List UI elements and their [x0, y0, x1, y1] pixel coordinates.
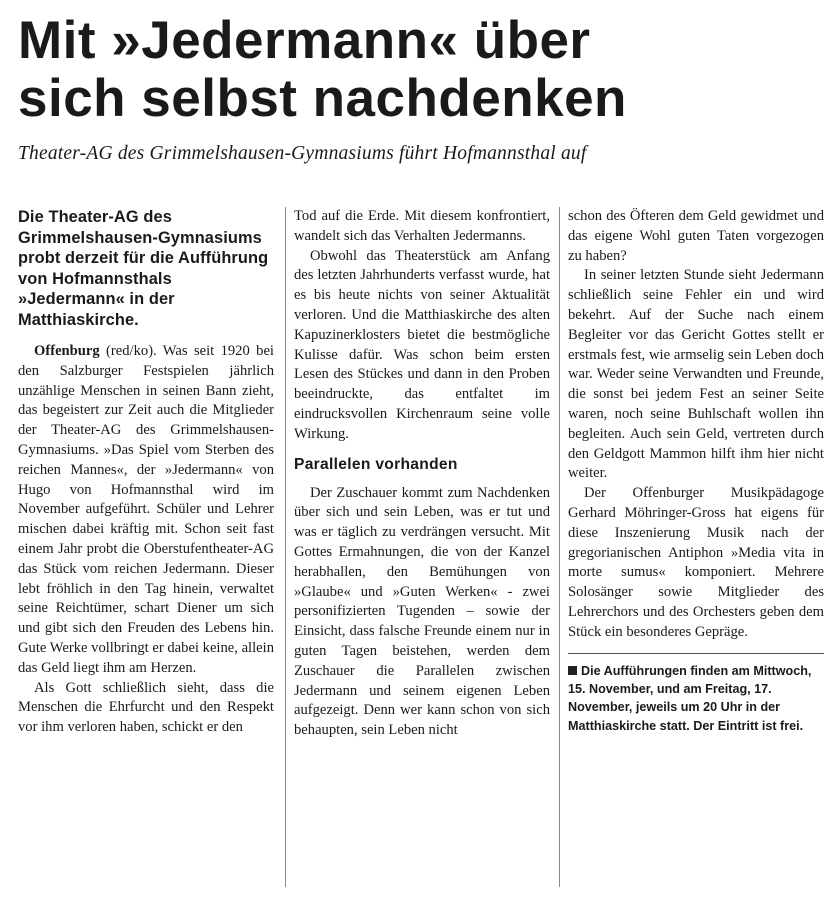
article-body — [18, 207, 823, 897]
paragraph-3: Obwohl das Theaterstück am Anfang des letzten Jahrhunderts verfasst wurde, hat es bis heute nichts von seiner Aktualität verloren. Und die Matthiaskirche des alten Kapuzinerklosters bietet die bestmögliche Kulisse dafür. Was schon beim ersten Lesen des Stückes und dann in den Proben beeindruckte, das entfaltet im eindrucksvollen Kirchenraum seine volle Wirkung. — [294, 247, 550, 442]
paragraph-1-text: (red/ko). Was seit 1920 bei den Salzburger Festspielen jährlich unzählige Menschen in seinen Bann zieht, das begeistert zur Zeit auch die Mitglieder der Theater-AG des Grimmelshausen-Gymnasiums. »Das Spiel vom Sterben des reichen Mannes«, der »Jedermann« von Hugo von Hofmannsthal wird im November aufgeführt. Schüler und Lehrer mischen dabei kräftig mit. Schon seit fast einem Jahr probt die Oberstufentheater-AG das Stück vom reichen Jedermann. Dieser lebt fröhlich in den Tag hinein, verwaltet seine Reichtümer, schart Diener um sich und gibt sich den Freuden des Lebens hin. Gute Werke vollbringt er dabei keine, allein das Geld liegt ihm am Herzen. — [18, 343, 274, 676]
paragraph-2: Als Gott schließlich sieht, dass die Menschen die Ehrfurcht und den Respekt vor ihm verloren haben, schickt er den — [18, 679, 274, 736]
lead-paragraph: Die Theater-AG des Grimmelshausen-Gymnasiums probt derzeit für die Aufführung von Hofmannsthals »Jedermann« in der Matthiaskirche. — [18, 208, 269, 329]
event-info-box — [568, 653, 824, 736]
headline — [18, 12, 821, 128]
column-3 — [568, 207, 824, 735]
paragraph-2-continued: Tod auf die Erde. Mit diesem konfrontiert, wandelt sich das Verhalten Jedermanns. — [294, 208, 550, 244]
paragraph-4-continued: schon des Öfteren dem Geld gewidmet und das eigene Wohl guten Taten vorgezogen zu haben? — [568, 208, 824, 264]
column-divider — [285, 207, 286, 887]
paragraph-6: Der Offenburger Musikpädagoge Gerhard Möhringer-Gross hat eigens für diese Inszenierung Musik nach der gregorianischen Antiphon »Media vita in morte sumus« komponiert. Mehrere Solosänger sowie Mitglieder des Lehrerchors und des Orchesters geben dem Stück ein besonderes Gepräge. — [568, 485, 824, 640]
subheadline: Theater-AG des Grimmelshausen-Gymnasiums führt Hofmannsthal auf — [18, 143, 587, 164]
event-info-text: Die Aufführungen finden am Mittwoch, 15. November, und am Freitag, 17. November, jeweils um 20 Uhr in der Matthiaskirche statt. Der Eintritt ist frei. — [568, 663, 812, 733]
dateline: Offenburg — [34, 343, 100, 359]
square-bullet-icon — [568, 666, 577, 675]
column-1 — [18, 207, 274, 738]
section-subhead: Parallelen vorhanden — [294, 455, 458, 473]
paragraph-1 — [18, 342, 274, 679]
paragraph-4: Der Zuschauer kommt zum Nachdenken über sich und sein Leben, was er tut und was er täglich zu verdrängen versucht. Mit Gottes Ermahnungen, die von der Kanzel herabhallen, den Bemühungen von »Glaube« und »Guten Werken« - zwei personifizierten Tugenden – sowie der Einsicht, dass falsche Freunde einem nur in guten Tagen beistehen, werden dem Zuschauer die Parallelen zwischen Jedermann und seinem eigenen Leben aufgezeigt. Denn wer kann schon von sich behaupten, sein Leben nicht — [294, 484, 550, 739]
paragraph-5: In seiner letzten Stunde sieht Jedermann schließlich seine Fehler ein und wird bekehrt. Auf der Suche nach einem Begleiter vor das Gericht Gottes stellt er erstmals fest, wie armselig sein Leben doch war. Weder seine Verwandten und Freunde, die sonst bei jedem Fest an seiner Seite waren, noch seine Buhlschaft wollen ihn begleiten. Auch sein Geld, vertreten durch den Geldgott Mammon hilft ihm hier nicht weiter. — [568, 267, 824, 482]
column-divider — [559, 207, 560, 887]
headline-line-1: Mit »Jedermann« über — [18, 11, 591, 70]
headline-line-2: sich selbst nachdenken — [18, 69, 627, 128]
column-2 — [294, 207, 550, 741]
